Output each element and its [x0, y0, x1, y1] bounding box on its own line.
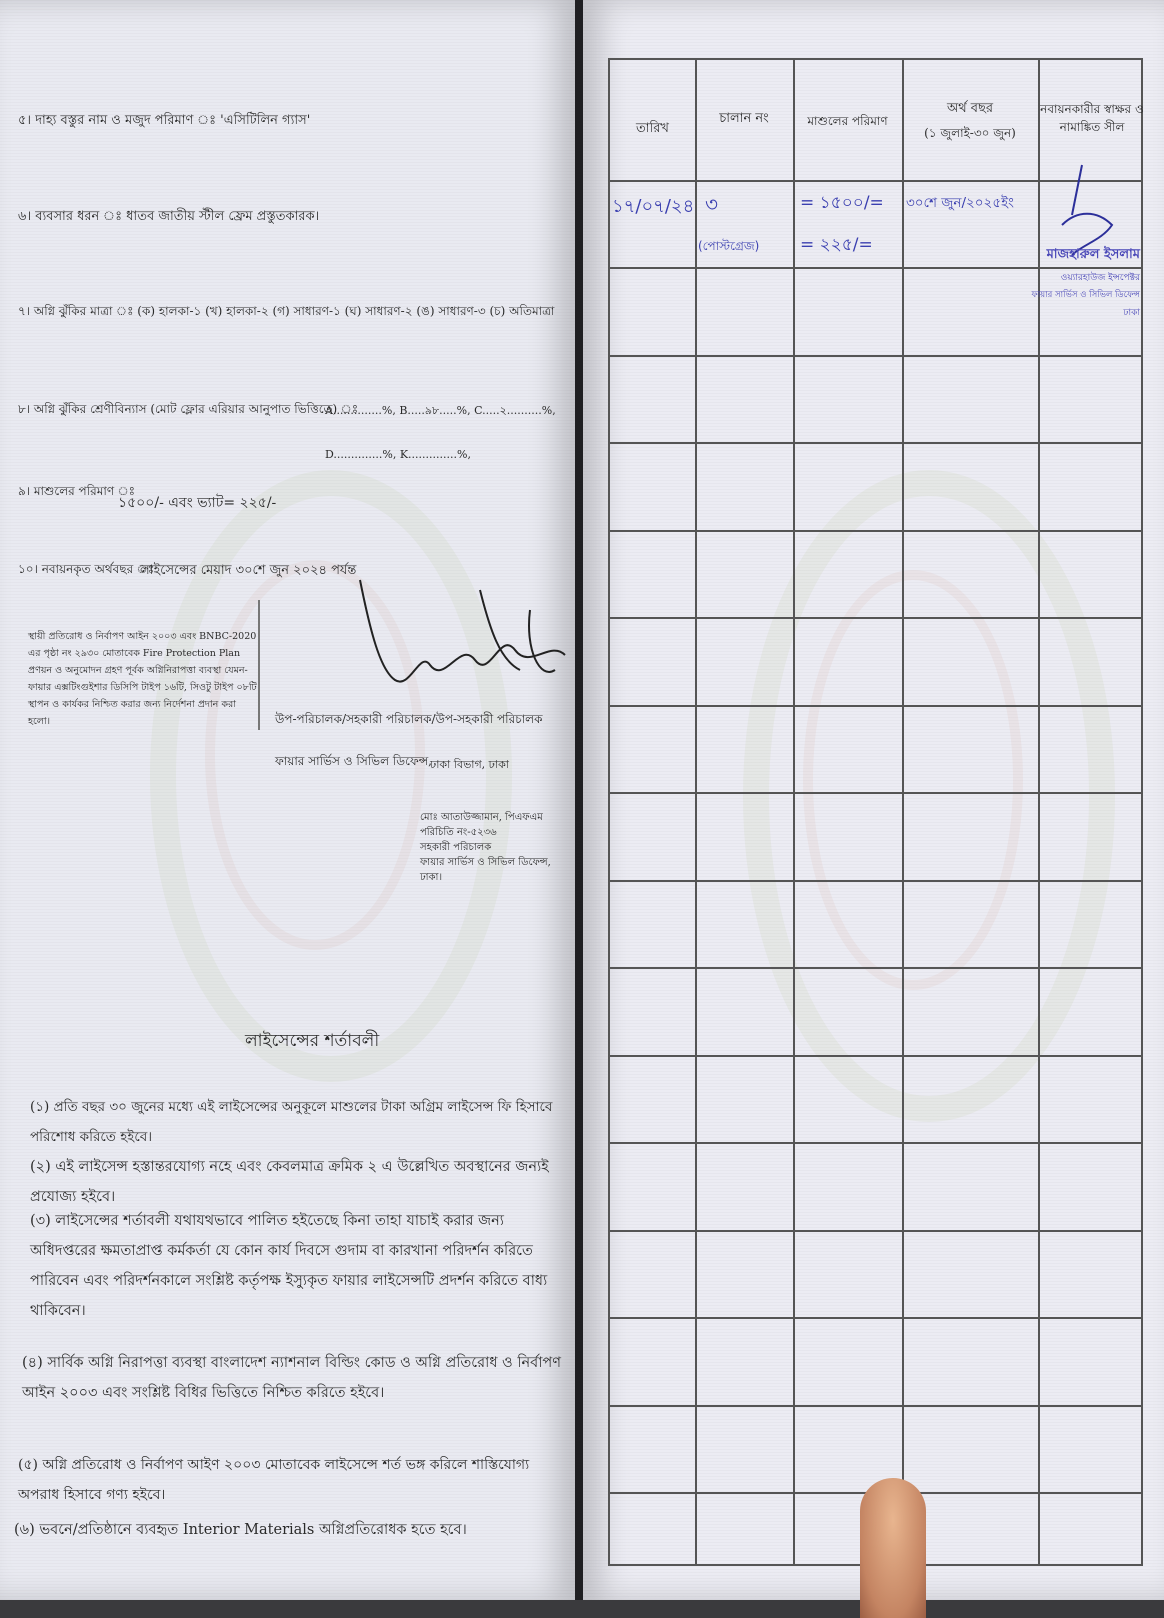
stamp-line: মোঃ আতাউজ্জামান, পিএফএম [420, 812, 543, 823]
header-fee: মাশুলের পরিমাণ [807, 114, 888, 128]
item8-line2: D..............%, K..............%, [325, 448, 471, 461]
book-gutter [575, 0, 583, 1600]
item6: ৬। ব্যবসার ধরন ঃ ধাতব জাতীয় স্টীল ফ্রেম প্রস্তুতকারক। [18, 209, 320, 224]
row1-challan-note: (পোস্টগ্রেজ) [698, 239, 760, 253]
row-divider [610, 617, 1141, 619]
condition-5: (৫) অগ্নি প্রতিরোধ ও নির্বাপণ আইণ ২০০৩ মোতাবেক লাইসেন্সে শর্ত ভঙ্গ করিলে শাস্তিযোগ্য অপরাধ হিসাবে গণ্য হইবে। [18, 1457, 530, 1503]
row1-fiscal-year: ৩০শে জুন/২০২৫ইং [906, 195, 1014, 211]
finger [860, 1478, 926, 1618]
header-fiscal-year-range: (১ জুলাই-৩০ জুন) [924, 126, 1016, 140]
header-fiscal-year [902, 100, 1038, 142]
condition-2: (২) এই লাইসেন্স হস্তান্তরযোগ্য নহে এবং কেবলমাত্র ক্রমিক ২ এ উল্লেখিত অবস্থানের জন্যই প্রযোজ্য হইবে। [30, 1159, 549, 1205]
condition-6: (৬) ভবনে/প্রতিষ্ঠানে ব্যবহৃত Interior Materials অগ্নিপ্রতিরোধক হতে হবে। [14, 1522, 467, 1538]
row-divider [610, 442, 1141, 444]
item10-value: লাইসেন্সের মেয়াদ ৩০শে জুন ২০২৪ পর্যন্ত [140, 563, 357, 578]
header-signature: নবায়নকারীর স্বাক্ষর ও নামাঙ্কিত সীল [1040, 102, 1144, 134]
officer-stamp [420, 810, 575, 885]
row-divider [610, 1230, 1141, 1232]
header-challan: চালান নং [719, 111, 769, 126]
renewer-stamp-designation: ওয়্যারহাউজ ইন্সপেক্টর [1060, 273, 1140, 283]
row-divider [610, 880, 1141, 882]
condition-1: (১) প্রতি বছর ৩০ জুনের মধ্যে এই লাইসেন্সের অনুকূলে মাশুলের টাকা অগ্রিম লাইসেন্স ফি হিসাবে পরিশোধ করিতে হইবে। [30, 1099, 553, 1145]
header-fiscal-year-label: অর্থ বছর [946, 101, 994, 116]
condition-3: (৩) লাইসেন্সের শর্তাবলী যথাযথভাবে পালিত হইতেছে কিনা তাহা যাচাই করার জন্য অধিদপ্তরের ক্ষমতাপ্রাপ্ত কর্মকর্তা যে কোন কার্য দিবসে গুদাম বা কারখানা পরিদর্শন করিতে পারিবেন এবং পরিদর্শনকালে সংশ্লিষ্ট কর্তৃপক্ষ ইস্যুকৃত ফায়ার লাইসেন্সটি প্রদর্শন করিতে বাধ্য থাকিবেন। [30, 1213, 548, 1319]
renewer-stamp-city: ঢাকা [1123, 308, 1140, 318]
officer-signature [350, 570, 580, 730]
item8-line1: A..............%, B.....৯৮.....%, C.....২..........%, [325, 404, 556, 417]
row-divider [610, 1317, 1141, 1319]
row-divider [610, 705, 1141, 707]
item9-value: ১৫০০/- এবং ভ্যাট= ২২৫/- [118, 495, 277, 511]
item9: ৯। মাশুলের পরিমাণ ঃ [18, 484, 136, 498]
stamp-line: ফায়ার সার্ভিস ও সিভিল ডিফেন্স, ঢাকা। [420, 857, 551, 883]
row-divider [610, 1405, 1141, 1407]
renewer-stamp-name: মাজহারুল ইসলাম [1046, 247, 1140, 262]
signatory-line1: উপ-পরিচালক/সহকারী পরিচালক/উপ-সহকারী পরিচালক [275, 712, 543, 726]
renewer-stamp [1030, 245, 1140, 320]
row1-fee: = ১৫০০/= [800, 193, 884, 213]
signatory-line2b: ঢাকা বিভাগ, ঢাকা [430, 758, 509, 771]
conditions-title: লাইসেন্সের শর্তাবলী [245, 1031, 380, 1051]
row-divider [610, 1055, 1141, 1057]
left-page [0, 0, 575, 1600]
signatory-line2: ফায়ার সার্ভিস ও সিভিল ডিফেন্স, [275, 754, 432, 768]
stamp-line: পরিচিতি নং-৫২৩৬ [420, 827, 497, 838]
row1-challan: ৩ [705, 192, 719, 216]
column-divider [793, 60, 795, 1564]
row-divider [610, 792, 1141, 794]
item10: ১০। নবায়নকৃত অর্থবছর ঃ [18, 562, 155, 576]
item5: ৫। দাহ্য বস্তুর নাম ও মজুদ পরিমাণ ঃ 'এসিটিলিন গ্যাস' [18, 113, 311, 128]
instruction-note: স্থায়ী প্রতিরোধ ও নির্বাপণ আইন ২০০৩ এবং BNBC-2020 এর পৃষ্ঠা নং ২৯৩০ মোতাবেক Fire Protection Plan প্রণয়ন ও অনুমোদন গ্রহণ পূর্বক অগ্নিনিরাপত্তা ব্যবস্থা যেমন- ফায়ার এক্সটিংগুইশার ডিসিপি টাইপ ১৬টি, সিওটু টাইপ ০৮টি স্থাপন ও কার্যকর নিশ্চিত করার জন্য নির্দেশনা প্রদান করা হলো। [28, 631, 257, 727]
row1-vat: = ২২৫/= [800, 235, 873, 255]
row1-date: ১৭/০৭/২৪ [612, 196, 695, 217]
renewer-stamp-org: ফায়ার সার্ভিস ও সিভিল ডিফেন্স [1031, 290, 1140, 300]
renewal-table [608, 58, 1143, 1566]
row-divider [610, 967, 1141, 969]
note-divider [258, 600, 260, 730]
row-divider [610, 530, 1141, 532]
condition-4: (৪) সার্বিক অগ্নি নিরাপত্তা ব্যবস্থা বাংলাদেশ ন্যাশনাল বিল্ডিং কোড ও অগ্নি প্রতিরোধ ও নির্বাপণ আইন ২০০৩ এবং সংশ্লিষ্ট বিধির ভিত্তিতে নিশ্চিত করিতে হইবে। [22, 1355, 562, 1401]
column-divider [902, 60, 904, 1564]
stamp-line: সহকারী পরিচালক [420, 842, 492, 853]
header-date: তারিখ [636, 121, 669, 136]
item8-label: ৮। অগ্নি ঝুঁকির শ্রেণীবিন্যাস (মোট ফ্লোর এরিয়ার আনুপাত ভিত্তিতে) ঃ [18, 402, 359, 416]
column-divider [695, 60, 697, 1564]
item7: ৭। অগ্নি ঝুঁকির মাত্রা ঃ (ক) হালকা-১ (খ) হালকা-২ (গ) সাধারণ-১ (ঘ) সাধারণ-২ (ঙ) সাধারণ-৩ (চ) অতিমাত্রা [18, 304, 555, 318]
row-divider [610, 355, 1141, 357]
row-divider [610, 1142, 1141, 1144]
